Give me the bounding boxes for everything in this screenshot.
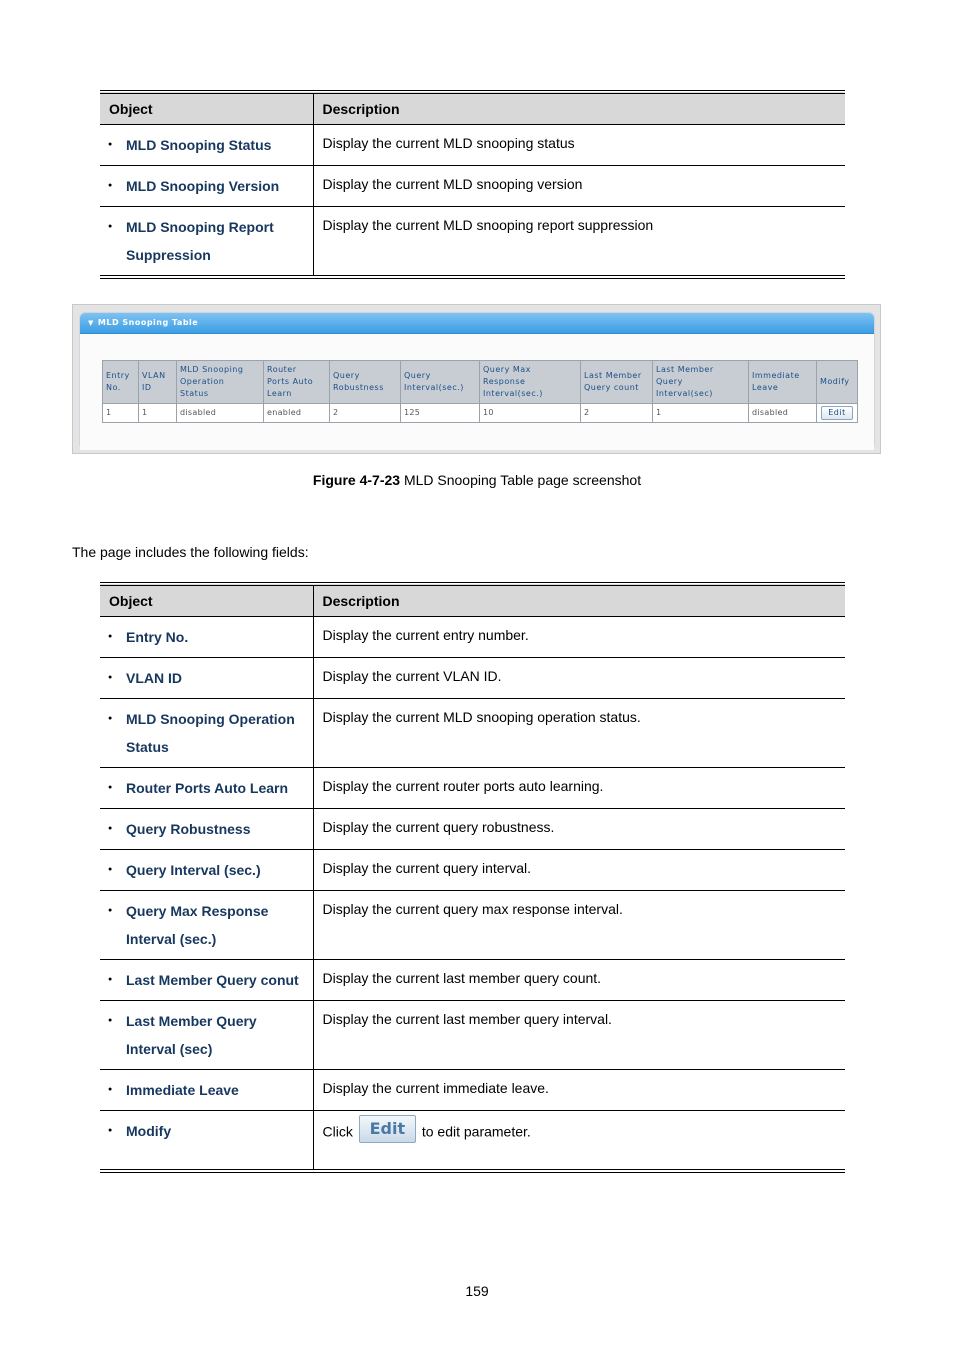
table-row	[100, 768, 845, 809]
panel-title: MLD Snooping Table	[97, 318, 199, 327]
column-header-line: Query	[656, 377, 683, 386]
table-cell: 1	[653, 404, 749, 423]
table-body	[100, 617, 845, 1172]
bullet-icon: ●	[108, 674, 113, 681]
object-label	[126, 856, 261, 884]
column-header-line: Interval(sec.)	[404, 383, 464, 392]
description-cell	[313, 1111, 845, 1172]
object-cell	[100, 125, 313, 166]
table-row	[100, 1001, 845, 1070]
object-cell	[100, 207, 313, 278]
column-header-line: Leave	[752, 383, 779, 392]
object-label-line: Suppression	[126, 247, 211, 263]
object-cell	[100, 768, 313, 809]
panel-body	[80, 333, 874, 450]
bullet-icon: ●	[108, 141, 113, 148]
description-cell: Display the current MLD snooping report suppression	[313, 207, 845, 278]
snoop-header-row	[103, 361, 858, 404]
table-cell: 2	[581, 404, 653, 423]
column-header-line: Query count	[584, 383, 639, 392]
column-header-line: Modify	[820, 377, 850, 386]
object-label-line: Immediate Leave	[126, 1082, 239, 1098]
column-header	[103, 361, 139, 404]
object-label-line: MLD Snooping Operation	[126, 711, 295, 727]
object-cell	[100, 1070, 313, 1111]
description-cell: Display the current last member query interval.	[313, 1001, 845, 1070]
column-header-line: Immediate	[752, 371, 800, 380]
object-cell	[100, 699, 313, 768]
column-header	[330, 361, 401, 404]
object-cell	[100, 809, 313, 850]
list-item	[108, 623, 307, 651]
description-cell: Display the current entry number.	[313, 617, 845, 658]
column-header-line: ID	[142, 383, 152, 392]
table-row	[100, 699, 845, 768]
object-label	[126, 623, 188, 651]
object-cell	[100, 166, 313, 207]
object-label	[126, 966, 299, 994]
table-row	[100, 207, 845, 278]
table-row	[100, 125, 845, 166]
column-header-line: Query	[404, 371, 431, 380]
description-cell: Display the current router ports auto learning.	[313, 768, 845, 809]
table-row	[100, 891, 845, 960]
table-cell: disabled	[177, 404, 264, 423]
object-label	[126, 774, 288, 802]
object-label-line: Router Ports Auto Learn	[126, 780, 289, 796]
table-cell: disabled	[749, 404, 817, 423]
table-cell: 10	[480, 404, 581, 423]
object-cell	[100, 1001, 313, 1070]
object-label	[126, 815, 250, 843]
description-cell: Display the current MLD snooping operation status.	[313, 699, 845, 768]
object-label-line: Query Interval (sec.)	[126, 862, 261, 878]
object-header: Object	[100, 92, 313, 125]
description-cell: Display the current MLD snooping status	[313, 125, 845, 166]
after-text: to edit parameter.	[421, 1123, 531, 1140]
column-header-line: Interval(sec.)	[483, 389, 543, 398]
object-cell	[100, 617, 313, 658]
list-item	[108, 897, 307, 953]
page-number: 159	[465, 1283, 489, 1299]
object-header: Object	[100, 584, 313, 617]
mld-snooping-table-screenshot	[72, 304, 881, 454]
bullet-icon: ●	[108, 182, 113, 189]
column-header	[401, 361, 480, 404]
bullet-icon: ●	[108, 633, 113, 640]
object-label-line: MLD Snooping Version	[126, 178, 280, 194]
bullet-icon: ●	[108, 866, 113, 873]
object-cell	[100, 960, 313, 1001]
column-header-line: Operation	[180, 377, 225, 386]
list-item	[108, 131, 307, 159]
edit-button[interactable]: Edit	[359, 1115, 416, 1143]
object-label-line: Query Max Response	[126, 903, 269, 919]
figure-number: Figure 4-7-23	[312, 472, 401, 488]
list-item	[108, 213, 307, 269]
object-label	[126, 664, 182, 692]
collapse-triangle-icon[interactable]: ▼	[88, 319, 94, 327]
description-cell: Display the current query robustness.	[313, 809, 845, 850]
column-header-line: Ports Auto	[267, 377, 314, 386]
panel-header	[80, 313, 874, 333]
column-header	[139, 361, 177, 404]
column-header-line: VLAN	[142, 371, 166, 380]
object-label-line: MLD Snooping Report	[126, 219, 274, 235]
object-label-line: Status	[126, 739, 169, 755]
table-row	[100, 617, 845, 658]
column-header	[264, 361, 330, 404]
edit-button[interactable]: Edit	[821, 406, 853, 420]
description-cell: Display the current query interval.	[313, 850, 845, 891]
intro-text: The page includes the following fields:	[72, 544, 309, 560]
object-label-line: VLAN ID	[126, 670, 182, 686]
click-text: Click	[322, 1123, 353, 1140]
object-label-line: Interval (sec.)	[126, 931, 217, 947]
modify-cell	[817, 404, 858, 423]
description-cell: Display the current immediate leave.	[313, 1070, 845, 1111]
list-item	[108, 815, 307, 843]
table-row	[100, 850, 845, 891]
table-row	[100, 809, 845, 850]
object-label	[126, 897, 268, 953]
object-label	[126, 1076, 239, 1104]
column-header	[749, 361, 817, 404]
object-label-line: Interval (sec)	[126, 1041, 213, 1057]
description-cell: Display the current VLAN ID.	[313, 658, 845, 699]
column-header-line: Router	[267, 365, 297, 374]
table-row	[100, 658, 845, 699]
bullet-icon: ●	[108, 715, 113, 722]
object-label-line: Last Member Query	[126, 1013, 257, 1029]
list-item	[108, 172, 307, 200]
mld-snooping-table	[102, 360, 858, 423]
bullet-icon: ●	[108, 825, 113, 832]
object-description-table-1	[100, 90, 845, 279]
table-cell: 2	[330, 404, 401, 423]
column-header	[480, 361, 581, 404]
column-header-line: Last Member	[656, 365, 714, 374]
object-cell	[100, 891, 313, 960]
table-header-row	[100, 92, 845, 125]
list-item	[108, 774, 307, 802]
list-item	[108, 856, 307, 884]
column-header-line: Last Member	[584, 371, 642, 380]
object-label-line: MLD Snooping Status	[126, 137, 272, 153]
object-cell	[100, 658, 313, 699]
column-header	[177, 361, 264, 404]
figure-title: MLD Snooping Table page screenshot	[400, 472, 642, 488]
list-item	[108, 1117, 307, 1145]
description-cell: Display the current query max response interval.	[313, 891, 845, 960]
object-label	[126, 131, 271, 159]
column-header	[653, 361, 749, 404]
column-header-line: Query Max	[483, 365, 531, 374]
bullet-icon: ●	[108, 1017, 113, 1024]
table-row	[100, 166, 845, 207]
column-header	[817, 361, 858, 404]
column-header	[581, 361, 653, 404]
list-item	[108, 966, 307, 994]
screenshot-panel	[79, 312, 875, 450]
table-cell: 1	[139, 404, 177, 423]
table-body	[100, 125, 845, 278]
object-label-line: Query Robustness	[126, 821, 251, 837]
object-label	[126, 213, 274, 269]
bullet-icon: ●	[108, 907, 113, 914]
column-header-line: Response	[483, 377, 526, 386]
bullet-icon: ●	[108, 976, 113, 983]
table-cell: enabled	[264, 404, 330, 423]
table-row-modify	[100, 1111, 845, 1172]
description-cell: Display the current MLD snooping version	[313, 166, 845, 207]
object-description-table-2	[100, 582, 845, 1173]
bullet-icon: ●	[108, 784, 113, 791]
table-row	[100, 1070, 845, 1111]
column-header-line: Robustness	[333, 383, 384, 392]
column-header-line: Status	[180, 389, 209, 398]
column-header-line: Interval(sec)	[656, 389, 713, 398]
description-cell: Display the current last member query count.	[313, 960, 845, 1001]
bullet-icon: ●	[108, 223, 113, 230]
table-row	[100, 960, 845, 1001]
object-cell	[100, 1111, 313, 1172]
description-header: Description	[313, 92, 845, 125]
object-label	[126, 1007, 257, 1063]
list-item	[108, 664, 307, 692]
list-item	[108, 1076, 307, 1104]
table-row	[103, 404, 858, 423]
table-cell: 1	[103, 404, 139, 423]
table-cell: 125	[401, 404, 480, 423]
column-header-line: Entry	[106, 371, 130, 380]
bullet-icon: ●	[108, 1086, 113, 1093]
list-item	[108, 705, 307, 761]
bullet-icon: ●	[108, 1127, 113, 1134]
object-label	[126, 172, 279, 200]
description-header: Description	[313, 584, 845, 617]
column-header-line: Query	[333, 371, 360, 380]
object-label	[126, 705, 295, 761]
figure-caption	[0, 472, 954, 488]
object-cell	[100, 850, 313, 891]
object-label-line: Last Member Query conut	[126, 972, 299, 988]
column-header-line: Learn	[267, 389, 292, 398]
column-header-line: No.	[106, 383, 121, 392]
list-item	[108, 1007, 307, 1063]
object-label-line: Entry No.	[126, 629, 189, 645]
object-label: Modify	[126, 1123, 172, 1139]
column-header-line: MLD Snooping	[180, 365, 244, 374]
table-header-row	[100, 584, 845, 617]
